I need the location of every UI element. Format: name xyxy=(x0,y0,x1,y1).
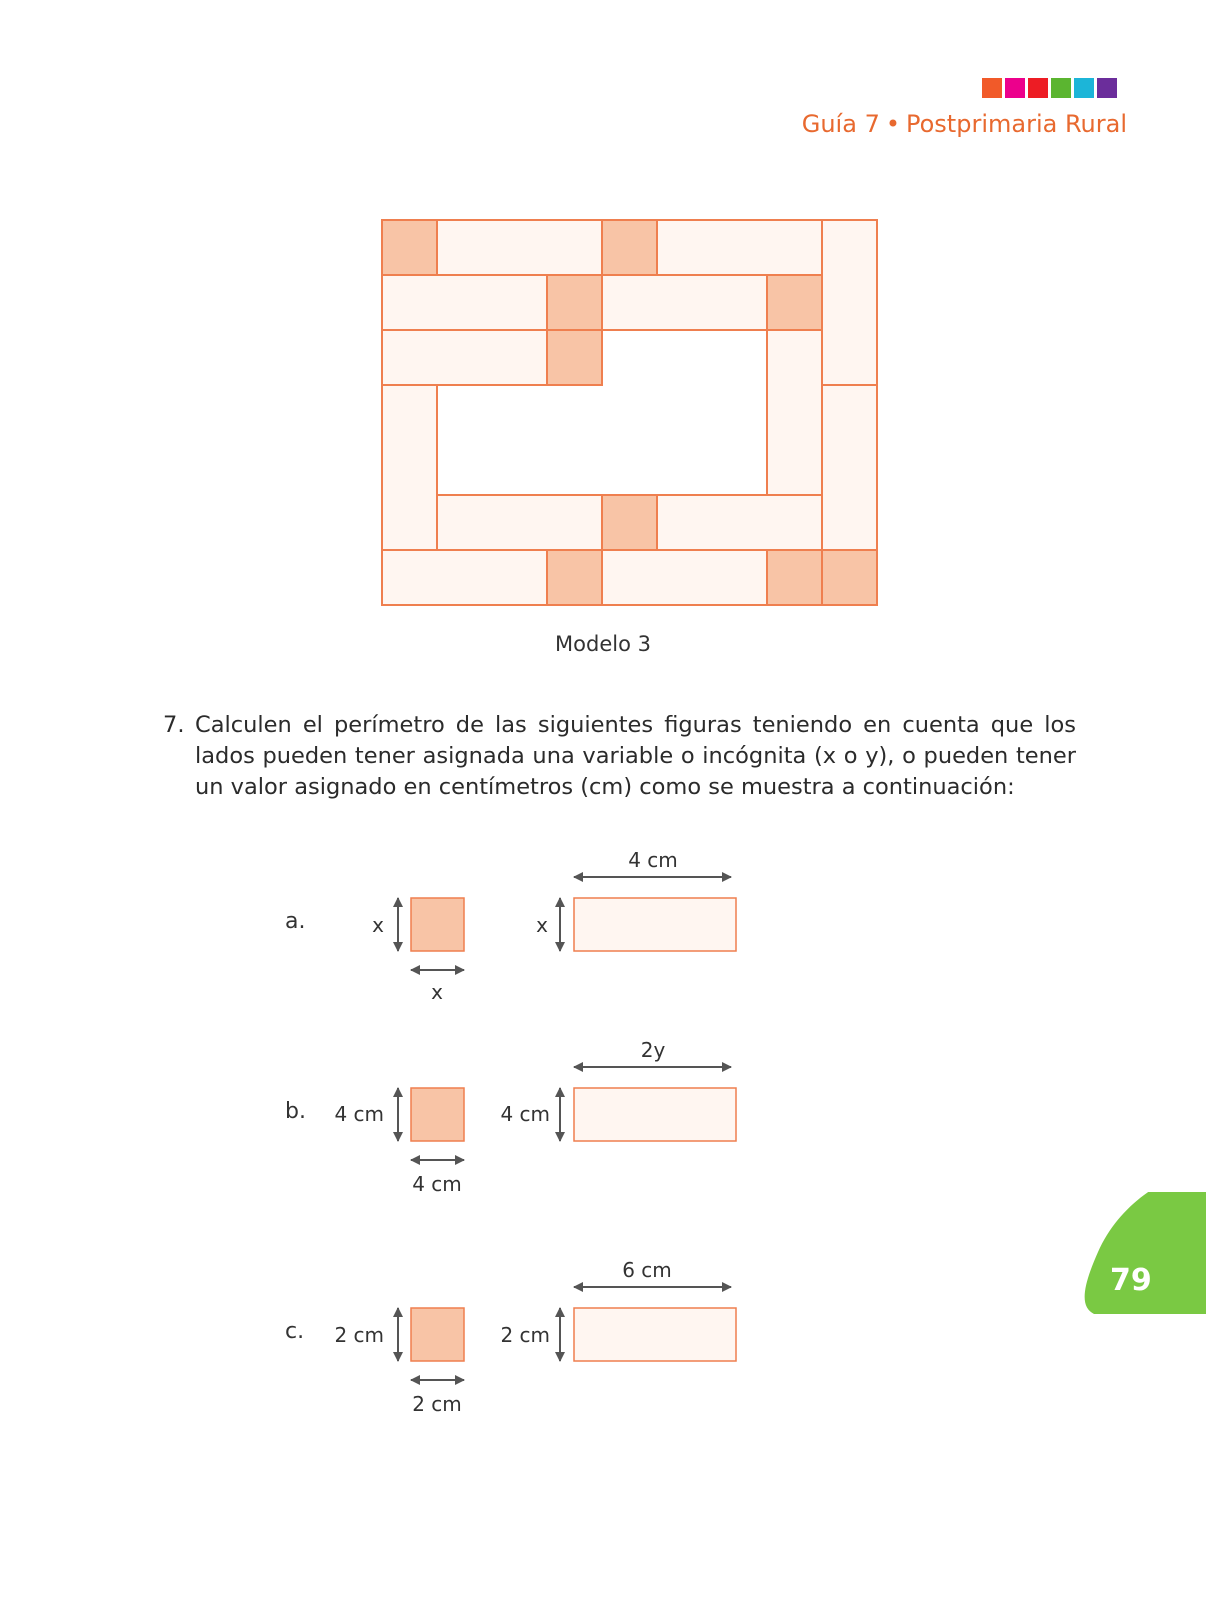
color-square xyxy=(1005,78,1025,98)
dark-tile xyxy=(382,220,437,275)
light-tile xyxy=(382,275,547,330)
light-tile xyxy=(602,550,767,605)
rect-width-label: 6 cm xyxy=(622,1258,672,1282)
dark-tile xyxy=(602,220,657,275)
page-number: 79 xyxy=(1110,1263,1152,1298)
square-shape xyxy=(411,1088,464,1141)
dark-tile xyxy=(547,275,602,330)
item-letter: a. xyxy=(285,909,306,934)
rect-width-label: 4 cm xyxy=(628,848,678,872)
dark-tile xyxy=(547,550,602,605)
light-tile xyxy=(767,330,822,495)
dark-tile xyxy=(602,495,657,550)
rect-height-label: x xyxy=(536,913,548,937)
square-height-label: 2 cm xyxy=(334,1323,384,1347)
light-tile xyxy=(822,220,877,385)
square-shape xyxy=(411,1308,464,1361)
dark-tile xyxy=(767,275,822,330)
dark-tile xyxy=(547,330,602,385)
square-height-label: 4 cm xyxy=(334,1102,384,1126)
light-tile xyxy=(382,385,437,550)
model-3-figure xyxy=(380,218,880,608)
square-shape xyxy=(411,898,464,951)
shapes-diagram xyxy=(0,830,1206,1450)
square-width-label: x xyxy=(431,980,443,1004)
title-separator: • xyxy=(885,110,900,138)
exercise-text: Calculen el perímetro de las siguientes figuras teniendo en cuenta que los lados pueden tener asignada una variable o incógnita (x o y), o pueden tener un valor asignado en centímetros (cm) como se muestra a continuación: xyxy=(195,712,1076,800)
exercise-7 xyxy=(163,710,1076,803)
color-square xyxy=(1074,78,1094,98)
guide-label: Guía 7 xyxy=(801,110,880,138)
color-square xyxy=(1028,78,1048,98)
square-height-label: x xyxy=(372,913,384,937)
color-square xyxy=(982,78,1002,98)
light-tile xyxy=(437,495,602,550)
light-tile xyxy=(657,220,822,275)
figure-caption: Modelo 3 xyxy=(555,632,651,656)
dark-tile xyxy=(767,550,822,605)
light-tile xyxy=(602,275,767,330)
square-width-label: 4 cm xyxy=(412,1172,462,1196)
rectangle-shape xyxy=(574,1088,736,1141)
series-label: Postprimaria Rural xyxy=(906,110,1127,138)
page-number-tab xyxy=(1080,1192,1206,1342)
color-square xyxy=(1051,78,1071,98)
color-square xyxy=(1097,78,1117,98)
rect-width-label: 2y xyxy=(640,1038,666,1062)
item-b xyxy=(285,1038,736,1196)
rect-height-label: 2 cm xyxy=(500,1323,550,1347)
item-letter: c. xyxy=(285,1319,305,1344)
light-tile xyxy=(437,220,602,275)
light-tile xyxy=(657,495,822,550)
light-tile xyxy=(382,550,547,605)
dark-tile xyxy=(822,550,877,605)
header-color-squares xyxy=(982,78,1117,98)
rectangle-shape xyxy=(574,1308,736,1361)
item-letter: b. xyxy=(285,1099,306,1124)
square-width-label: 2 cm xyxy=(412,1392,462,1416)
rect-height-label: 4 cm xyxy=(500,1102,550,1126)
guide-title xyxy=(802,110,1127,138)
light-tile xyxy=(382,330,547,385)
light-tile xyxy=(822,385,877,550)
item-c xyxy=(285,1258,736,1416)
item-a xyxy=(285,848,736,1004)
rectangle-shape xyxy=(574,898,736,951)
exercise-number: 7. xyxy=(163,712,185,738)
